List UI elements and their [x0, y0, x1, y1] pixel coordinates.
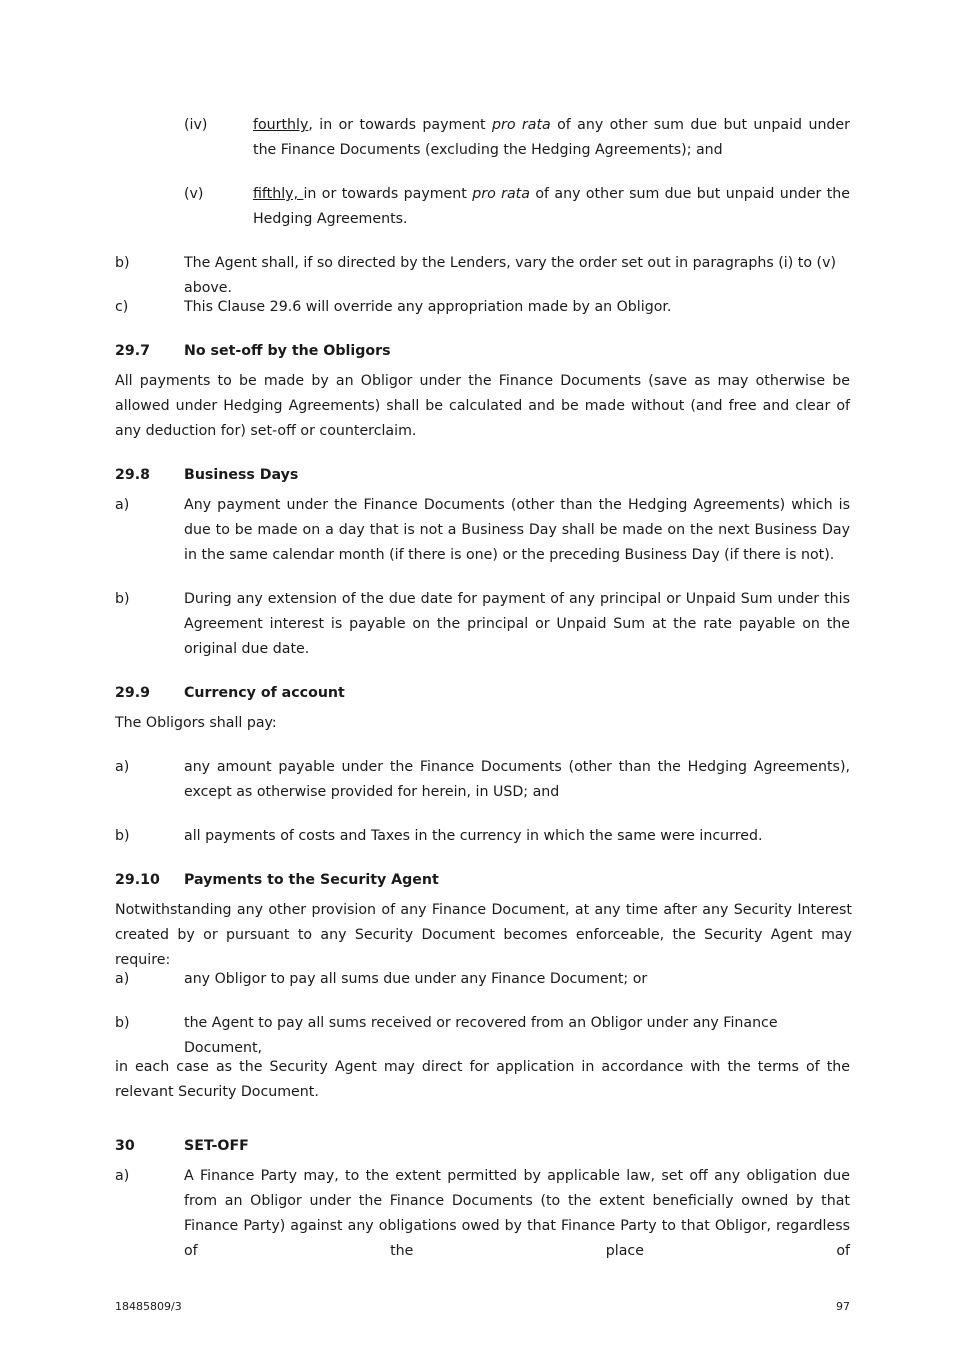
- section-29-10-intro: Notwithstanding any other provision of any Finance Document, at any time after any Security Interest created by or pursuant to any Security Document becomes enforceable, the Security Agent may require:: [115, 902, 852, 968]
- section-29-7-title: No set-off by the Obligors: [184, 343, 391, 359]
- section-29-9-b-text: all payments of costs and Taxes in the currency in which the same were incurred.: [184, 828, 763, 844]
- section-29-8-b-text: During any extension of the due date for payment of any principal or Unpaid Sum under this Agreement interest is payable on the principal or Unpaid Sum at the rate payable on the original due date.: [184, 591, 850, 657]
- section-29-8-a-label: a): [115, 497, 130, 513]
- section-29-10-a-text: any Obligor to pay all sums due under any Finance Document; or: [184, 971, 648, 987]
- subpara-v-em: pro rata: [472, 186, 530, 202]
- subpara-iv-em: pro rata: [492, 117, 551, 133]
- subpara-iv-part-b: of any other sum due but unpaid under the Finance Documents (excluding the Hedging Agreements); and: [253, 117, 850, 158]
- subpara-iv-lead: fourthly: [253, 117, 309, 133]
- subpara-v-part-b: of any other sum due but unpaid under the Hedging Agreements.: [253, 186, 850, 227]
- section-29-10-b-text: the Agent to pay all sums received or recovered from an Obligor under any Finance Document,: [184, 1015, 778, 1056]
- subpara-iv-part-a: , in or towards payment: [308, 117, 493, 133]
- section-29-8-b-label: b): [115, 591, 130, 607]
- subpara-iv-text: [253, 113, 850, 163]
- subpara-v-part-a: in or towards payment: [303, 186, 473, 202]
- subpara-v-lead: fifthly,: [253, 186, 304, 202]
- section-29-9-a-text: any amount payable under the Finance Documents (other than the Hedging Agreements), except as otherwise provided for herein, in USD; and: [184, 759, 850, 800]
- section-29-7-body: All payments to be made by an Obligor under the Finance Documents (save as may otherwise be allowed under Hedging Agreements) shall be calculated and be made without (and free and clear of any deduction for) set-off or counterclaim.: [115, 373, 850, 439]
- section-29-10-number: 29.10: [115, 872, 160, 888]
- section-29-8-number: 29.8: [115, 467, 151, 483]
- para-b-label: b): [115, 255, 130, 271]
- section-30-a-label: a): [115, 1168, 130, 1184]
- section-29-10-b-label: b): [115, 1015, 130, 1031]
- para-c-label: c): [115, 299, 129, 315]
- section-29-10-title: Payments to the Security Agent: [184, 872, 439, 888]
- para-b-text: The Agent shall, if so directed by the Lenders, vary the order set out in paragraphs (i) to (v) above.: [184, 255, 837, 296]
- section-29-10-a-label: a): [115, 971, 130, 987]
- section-29-7-number: 29.7: [115, 343, 151, 359]
- section-29-9-title: Currency of account: [184, 685, 345, 701]
- section-29-10-closing: in each case as the Security Agent may direct for application in accordance with the terms of the relevant Security Document.: [115, 1059, 850, 1100]
- footer-document-ref: 18485809/3: [115, 1300, 182, 1313]
- section-29-8-a-text: Any payment under the Finance Documents (other than the Hedging Agreements) which is due to be made on a day that is not a Business Day shall be made on the next Business Day in the same calendar month (if there is one) or the preceding Business Day (if there is not).: [184, 497, 850, 563]
- section-29-8-title: Business Days: [184, 467, 299, 483]
- section-30-a-text: A Finance Party may, to the extent permitted by applicable law, set off any obligation due from an Obligor under the Finance Documents (to the extent beneficially owned by that Finance Party) against any obligations owed by that Finance Party to that Obligor, regardless of the place of: [184, 1168, 850, 1259]
- section-29-9-a-label: a): [115, 759, 130, 775]
- section-29-9-b-label: b): [115, 828, 130, 844]
- para-c-text: This Clause 29.6 will override any appropriation made by an Obligor.: [184, 299, 672, 315]
- section-29-9-number: 29.9: [115, 685, 151, 701]
- section-30-title: SET-OFF: [184, 1138, 249, 1154]
- subpara-v-label: (v): [184, 186, 204, 202]
- subpara-v-text: [253, 182, 850, 232]
- section-29-9-intro: The Obligors shall pay:: [115, 715, 277, 731]
- section-30-number: 30: [115, 1138, 135, 1154]
- footer-page-number: 97: [836, 1300, 850, 1313]
- subpara-iv-label: (iv): [184, 117, 208, 133]
